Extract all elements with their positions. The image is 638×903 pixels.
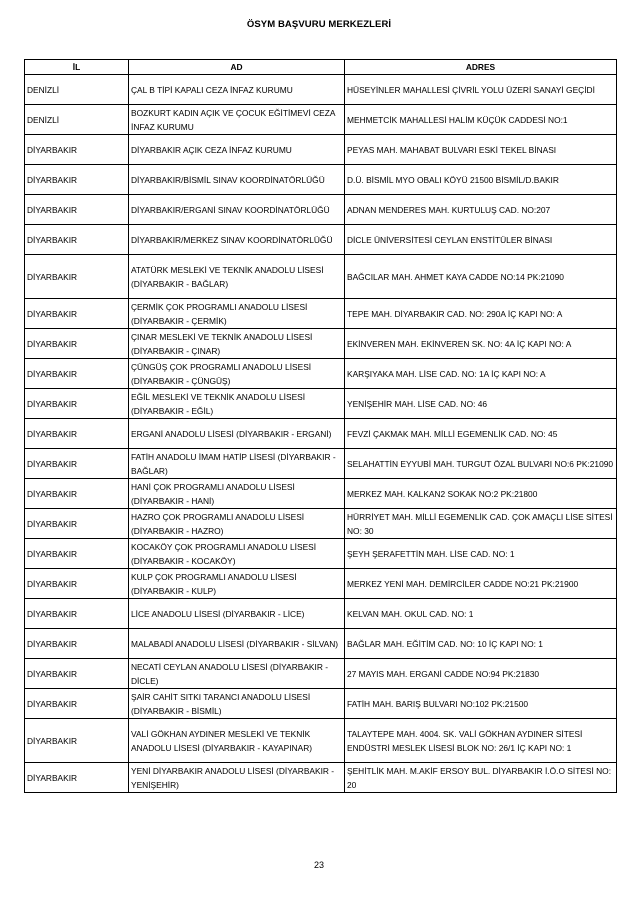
table-row [25,195,617,225]
page-number: 23 [313,860,324,870]
table-row [25,629,617,659]
cell-il: DİYARBAKIR [25,165,129,195]
cell-il: DİYARBAKIR [25,359,129,389]
application-centers-table [24,59,617,793]
table-row [25,689,617,719]
cell-ad: YENİ DİYARBAKIR ANADOLU LİSESİ (DİYARBAKIR - YENİŞEHİR) [129,763,345,793]
table-row [25,449,617,479]
table-row [25,299,617,329]
cell-ad: ÇÜNGÜŞ ÇOK PROGRAMLI ANADOLU LİSESİ (DİYARBAKIR - ÇÜNGÜŞ) [129,359,345,389]
cell-il: DİYARBAKIR [25,449,129,479]
cell-il: DİYARBAKIR [25,599,129,629]
cell-adres: ADNAN MENDERES MAH. KURTULUŞ CAD. NO:207 [345,195,617,225]
table-row [25,105,617,135]
table-row [25,569,617,599]
cell-il: DİYARBAKIR [25,195,129,225]
cell-adres: D.Ü. BİSMİL MYO OBALI KÖYÜ 21500 BİSMİL/D.BAKIR [345,165,617,195]
cell-adres: FEVZİ ÇAKMAK MAH. MİLLİ EGEMENLİK CAD. NO: 45 [345,419,617,449]
cell-adres: PEYAS MAH. MAHABAT BULVARI ESKİ TEKEL BİNASI [345,135,617,165]
table-row [25,479,617,509]
table-row [25,539,617,569]
table-row [25,659,617,689]
cell-adres: SELAHATTİN EYYUBİ MAH. TURGUT ÖZAL BULVARI NO:6 PK:21090 [345,449,617,479]
table-header-row [25,60,617,75]
cell-il: DENİZLİ [25,105,129,135]
cell-il: DİYARBAKIR [25,659,129,689]
cell-il: DİYARBAKIR [25,539,129,569]
cell-il: DİYARBAKIR [25,629,129,659]
cell-il: DİYARBAKIR [25,255,129,299]
cell-il: DİYARBAKIR [25,135,129,165]
cell-ad: VALİ GÖKHAN AYDINER MESLEKİ VE TEKNİK ANADOLU LİSESİ (DİYARBAKIR - KAYAPINAR) [129,719,345,763]
cell-adres: TALAYTEPE MAH. 4004. SK. VALİ GÖKHAN AYDINER SİTESİ ENDÜSTRİ MESLEK LİSESİ BLOK NO: 26/1 İÇ KAPI NO: 1 [345,719,617,763]
table-row [25,763,617,793]
column-header-il: İL [25,60,129,75]
cell-adres: EKİNVEREN MAH. EKİNVEREN SK. NO: 4A İÇ KAPI NO: A [345,329,617,359]
table-row [25,225,617,255]
cell-ad: KOCAKÖY ÇOK PROGRAMLI ANADOLU LİSESİ (DİYARBAKIR - KOCAKÖY) [129,539,345,569]
table-row [25,135,617,165]
cell-adres: KELVAN MAH. OKUL CAD. NO: 1 [345,599,617,629]
table-row [25,599,617,629]
cell-il: DENİZLİ [25,75,129,105]
cell-ad: FATİH ANADOLU İMAM HATİP LİSESİ (DİYARBAKIR - BAĞLAR) [129,449,345,479]
cell-adres: ŞEHİTLİK MAH. M.AKİF ERSOY BUL. DİYARBAKIR İ.Ö.O SİTESİ NO: 20 [345,763,617,793]
cell-il: DİYARBAKIR [25,569,129,599]
cell-ad: DİYARBAKIR/BİSMİL SINAV KOORDİNATÖRLÜĞÜ [129,165,345,195]
cell-adres: DİCLE ÜNİVERSİTESİ CEYLAN ENSTİTÜLER BİNASI [345,225,617,255]
table-row [25,509,617,539]
cell-adres: YENİŞEHİR MAH. LİSE CAD. NO: 46 [345,389,617,419]
page-title: ÖSYM BAŞVURU MERKEZLERİ [246,19,392,30]
table-row [25,165,617,195]
column-header-ad: AD [129,60,345,75]
cell-adres: ŞEYH ŞERAFETTİN MAH. LİSE CAD. NO: 1 [345,539,617,569]
column-header-adres: ADRES [345,60,617,75]
cell-adres: HÜRRİYET MAH. MİLLİ EGEMENLİK CAD. ÇOK AMAÇLI LİSE SİTESİ NO: 30 [345,509,617,539]
cell-ad: HAZRO ÇOK PROGRAMLI ANADOLU LİSESİ (DİYARBAKIR - HAZRO) [129,509,345,539]
table-row [25,329,617,359]
cell-il: DİYARBAKIR [25,329,129,359]
cell-il: DİYARBAKIR [25,689,129,719]
cell-il: DİYARBAKIR [25,419,129,449]
cell-ad: DİYARBAKIR/MERKEZ SINAV KOORDİNATÖRLÜĞÜ [129,225,345,255]
cell-il: DİYARBAKIR [25,225,129,255]
table-row [25,359,617,389]
cell-adres: MEHMETCİK MAHALLESİ HALİM KÜÇÜK CADDESİ NO:1 [345,105,617,135]
cell-il: DİYARBAKIR [25,763,129,793]
cell-ad: ATATÜRK MESLEKİ VE TEKNİK ANADOLU LİSESİ (DİYARBAKIR - BAĞLAR) [129,255,345,299]
cell-ad: EĞİL MESLEKİ VE TEKNİK ANADOLU LİSESİ (DİYARBAKIR - EĞİL) [129,389,345,419]
cell-ad: DİYARBAKIR AÇIK CEZA İNFAZ KURUMU [129,135,345,165]
table-row [25,75,617,105]
cell-ad: ÇAL B TİPİ KAPALI CEZA İNFAZ KURUMU [129,75,345,105]
cell-adres: TEPE MAH. DİYARBAKIR CAD. NO: 290A İÇ KAPI NO: A [345,299,617,329]
cell-adres: BAĞCILAR MAH. AHMET KAYA CADDE NO:14 PK:21090 [345,255,617,299]
table-row [25,419,617,449]
cell-il: DİYARBAKIR [25,299,129,329]
cell-ad: HANİ ÇOK PROGRAMLI ANADOLU LİSESİ (DİYARBAKIR - HANİ) [129,479,345,509]
cell-ad: NECATİ CEYLAN ANADOLU LİSESİ (DİYARBAKIR - DİCLE) [129,659,345,689]
table-row [25,255,617,299]
cell-adres: MERKEZ MAH. KALKAN2 SOKAK NO:2 PK:21800 [345,479,617,509]
cell-ad: ÇINAR MESLEKİ VE TEKNİK ANADOLU LİSESİ (DİYARBAKIR - ÇINAR) [129,329,345,359]
cell-ad: BOZKURT KADIN AÇIK VE ÇOCUK EĞİTİMEVİ CEZA İNFAZ KURUMU [129,105,345,135]
cell-adres: MERKEZ YENİ MAH. DEMİRCİLER CADDE NO:21 PK:21900 [345,569,617,599]
cell-adres: KARŞIYAKA MAH. LİSE CAD. NO: 1A İÇ KAPI NO: A [345,359,617,389]
cell-ad: MALABADİ ANADOLU LİSESİ (DİYARBAKIR - SİLVAN) [129,629,345,659]
cell-adres: 27 MAYIS MAH. ERGANİ CADDE NO:94 PK:21830 [345,659,617,689]
cell-adres: BAĞLAR MAH. EĞİTİM CAD. NO: 10 İÇ KAPI NO: 1 [345,629,617,659]
table-row [25,719,617,763]
cell-il: DİYARBAKIR [25,479,129,509]
cell-adres: FATİH MAH. BARIŞ BULVARI NO:102 PK:21500 [345,689,617,719]
cell-adres: HÜSEYİNLER MAHALLESİ ÇİVRİL YOLU ÜZERİ SANAYİ GEÇİDİ [345,75,617,105]
cell-ad: DİYARBAKIR/ERGANİ SINAV KOORDİNATÖRLÜĞÜ [129,195,345,225]
cell-ad: KULP ÇOK PROGRAMLI ANADOLU LİSESİ (DİYARBAKIR - KULP) [129,569,345,599]
cell-ad: ŞAİR CAHİT SITKI TARANCI ANADOLU LİSESİ (DİYARBAKIR - BİSMİL) [129,689,345,719]
cell-il: DİYARBAKIR [25,719,129,763]
cell-il: DİYARBAKIR [25,389,129,419]
cell-ad: LİCE ANADOLU LİSESİ (DİYARBAKIR - LİCE) [129,599,345,629]
table-row [25,389,617,419]
cell-ad: ÇERMİK ÇOK PROGRAMLI ANADOLU LİSESİ (DİYARBAKIR - ÇERMİK) [129,299,345,329]
cell-il: DİYARBAKIR [25,509,129,539]
cell-ad: ERGANİ ANADOLU LİSESİ (DİYARBAKIR - ERGANİ) [129,419,345,449]
